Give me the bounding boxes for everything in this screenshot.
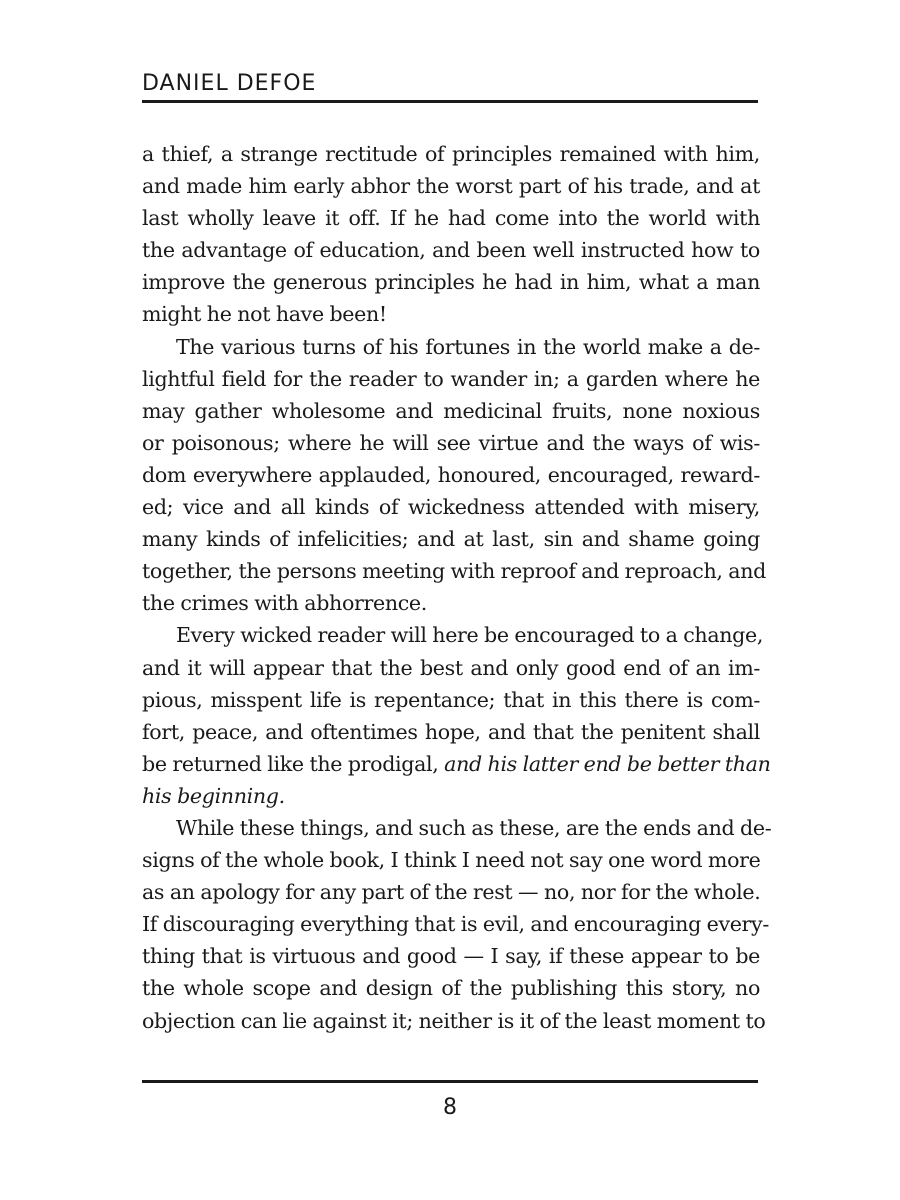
text-line: the advantage of education, and been well instructed how to — [142, 238, 760, 263]
text-line: The various turns of his fortunes in the world make a de- — [176, 334, 760, 359]
text-line: pious, misspent life is repentance; that in this there is com- — [142, 687, 760, 712]
text-line: signs of the whole book, I think I need not say one word more — [142, 848, 761, 873]
running-head: DANIEL DEFOE — [142, 71, 317, 96]
text-line: dom everywhere applauded, honoured, encouraged, reward- — [142, 462, 760, 487]
text-line: and made him early abhor the worst part of his trade, and at — [142, 174, 760, 199]
text-line: many kinds of infelicities; and at last, sin and shame going — [142, 527, 760, 552]
text-line: the crimes with abhorrence. — [142, 591, 427, 616]
text-line: might he not have been! — [142, 302, 387, 327]
text-line: a thief, a strange rectitude of principles remained with him, — [142, 142, 760, 166]
text-line — [142, 748, 771, 780]
paragraph-3 — [142, 619, 771, 812]
text-line: the whole scope and design of the publishing this story, no — [142, 976, 760, 1001]
text-line: as an apology for any part of the rest — no, nor for the whole. — [142, 880, 761, 905]
paragraph-2 — [142, 331, 766, 620]
header-rule — [142, 100, 758, 103]
text-line: ed; vice and all kinds of wickedness attended with misery, — [142, 495, 760, 520]
text-line: together, the persons meeting with reproof and reproach, and — [142, 559, 766, 584]
text-line: fort, peace, and oftentimes hope, and that the penitent shall — [142, 719, 760, 744]
text-line: While these things, and such as these, are the ends and de- — [176, 815, 772, 840]
body-text — [142, 138, 772, 1037]
paragraph-4 — [142, 812, 772, 1037]
text-line: objection can lie against it; neither is it of the least moment to — [142, 1008, 766, 1033]
paragraph-1 — [142, 138, 760, 331]
text-line: lightful field for the reader to wander in; a garden where he — [142, 366, 760, 391]
italic-text-run: and his latter end be better than — [444, 751, 771, 776]
text-line: last wholly leave it off. If he had come into the world with — [142, 206, 760, 231]
text-line: improve the generous principles he had in him, what a man — [142, 270, 760, 295]
text-line: his beginning. — [142, 783, 285, 808]
text-line: If discouraging everything that is evil, and encouraging every- — [142, 912, 769, 937]
footer-rule — [142, 1080, 758, 1083]
text-line: and it will appear that the best and only good end of an im- — [142, 655, 760, 680]
text-line: may gather wholesome and medicinal fruits, none noxious — [142, 398, 760, 423]
text-run: be returned like the prodigal, — [142, 751, 445, 776]
text-line: or poisonous; where he will see virtue and the ways of wis- — [142, 430, 760, 455]
page-number: 8 — [443, 1095, 457, 1120]
text-line: Every wicked reader will here be encouraged to a change, — [176, 623, 764, 648]
text-line: thing that is virtuous and good — I say, if these appear to be — [142, 944, 760, 969]
